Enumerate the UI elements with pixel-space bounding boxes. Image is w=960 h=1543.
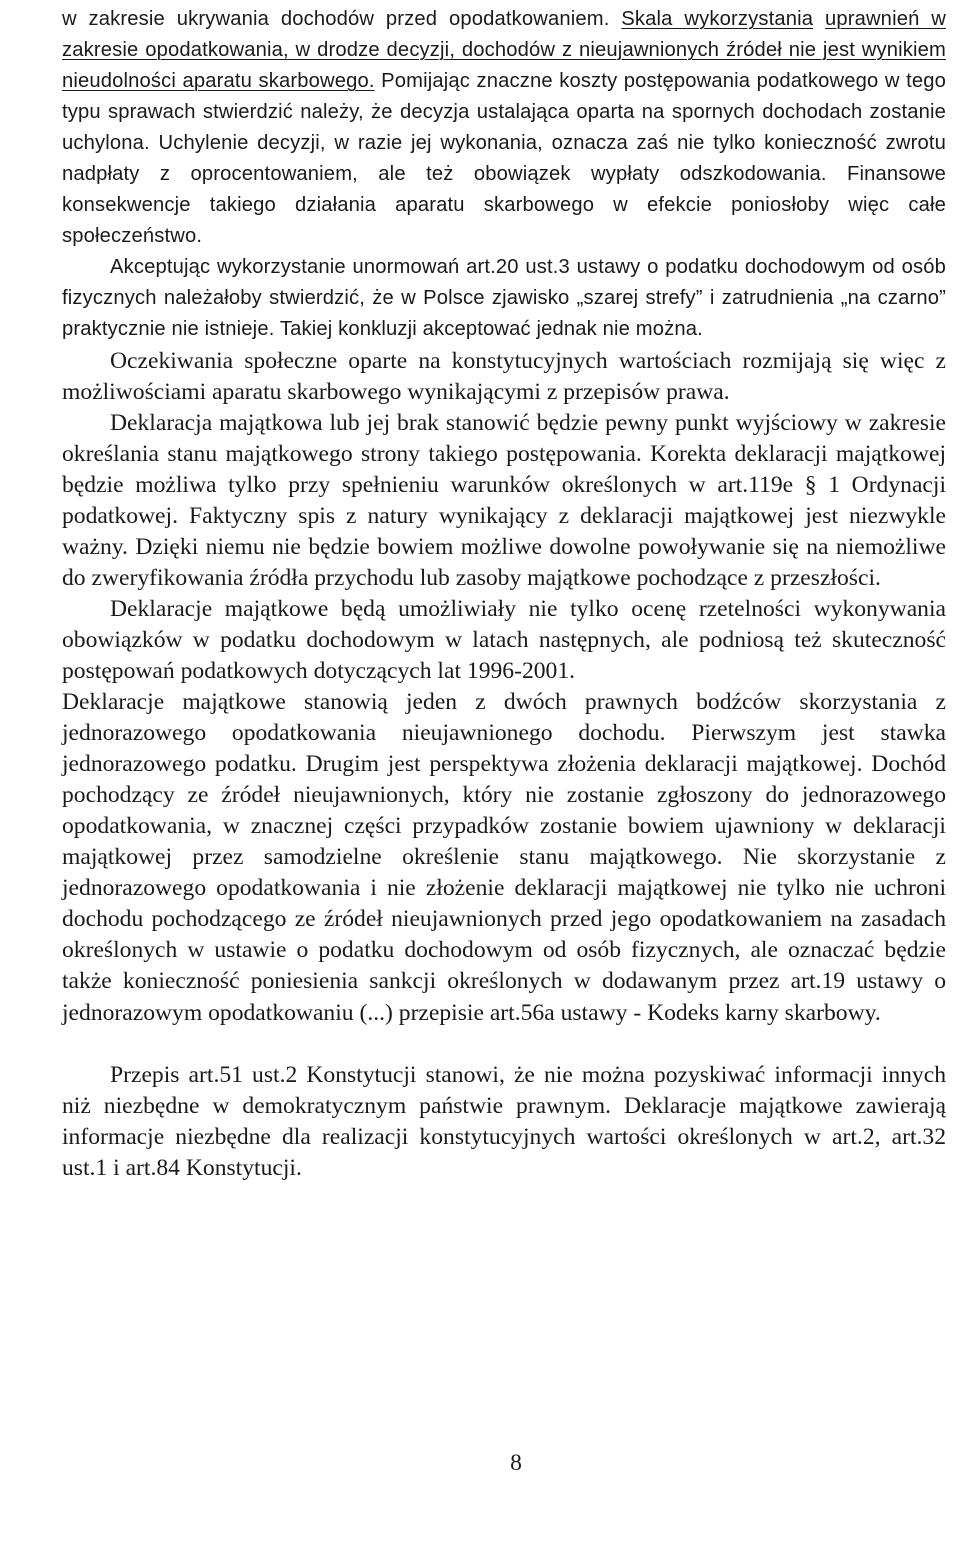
paragraph-przepis: Przepis art.51 ust.2 Konstytucji stanowi, że nie można pozyskiwać informacji innych niż niezbędne w demokratycznym państwie prawnym. Deklaracje majątkowe zawierają informacje niezbędne dla realizacji konstytucyjnych wartości określonych w art.2, art.32 ust.1 i art.84 Konstytucji.: [62, 1061, 946, 1181]
underlined-text-rest: uprawnień w zakresie opodatkowania, w drodze decyzji, dochodów z nieujawnionych źródeł nie jest wynikiem nieudolności aparatu skarbowego.: [62, 8, 947, 93]
page-number: 8: [510, 1450, 522, 1476]
paragraph-oczekiwania: Oczekiwania społeczne oparte na konstytucyjnych wartościach rozmijają się więc z możliwościami aparatu skarbowego wynikającymi z przepisów prawa.: [62, 347, 946, 405]
underlined-text-start: Skala wykorzystania: [621, 8, 814, 30]
text-line-first: w zakresie ukrywania dochodów przed opodatkowaniem.: [62, 8, 622, 30]
paragraph-gap: [62, 1029, 946, 1060]
paragraph-deklaracja-majatkowa: Deklaracja majątkowa lub jej brak stanowić będzie pewny punkt wyjściowy w zakresie określania stanu majątkowego strony takiego postępowania. Korekta deklaracji majątkowej będzie możliwa tylko przy spełnieniu warunków określonych w art.119e § 1 Ordynacji podatkowej. Faktyczny spis z natury wynikający z deklaracji majątkowej jest niezwykle ważny. Dzięki niemu nie będzie bowiem możliwe dowolne powoływanie się na niemożliwe do zweryfikowania źródła przychodu lub zasoby majątkowe pochodzące z przeszłości.: [62, 409, 946, 591]
paragraph-deklaracje-umozliwialy: Deklaracje majątkowe będą umożliwiały nie tylko ocenę rzetelności wykonywania obowiązków w podatku dochodowym w latach następnych, ale podniosą też skuteczność postępowań podatkowych dotyczących lat 1996-2001.: [62, 595, 946, 684]
text-paragraph-rest: Pomijając znaczne koszty postępowania podatkowego w tego typu sprawach stwierdzić należy, że decyzja ustalająca oparta na spornych dochodach zostanie uchylona. Uchylenie decyzji, w razie jej wykonania, oznacza zaś nie tylko konieczność zwrotu nadpłaty z oprocentowaniem, ale też obowiązek wypłaty odszkodowania. Finansowe konsekwencje takiego działania aparatu skarbowego w efekcie poniosłoby więc całe społeczeństwo.: [62, 70, 946, 248]
paragraph-skala: [62, 4, 946, 252]
paragraph-deklaracje-stanowia: Deklaracje majątkowe stanowią jeden z dwóch prawnych bodźców skorzystania z jednorazowego opodatkowania nieujawnionego dochodu. Pierwszym jest stawka jednorazowego podatku. Drugim jest perspektywa złożenia deklaracji majątkowej. Dochód pochodzący ze źródeł nieujawnionych, który nie zostanie zgłoszony do jednorazowego opodatkowania, w znacznej części przypadków zostanie bowiem ujawniony w deklaracji majątkowej przez samodzielne określenie stanu majątkowego. Nie skorzystanie z jednorazowego opodatkowania i nie złożenie deklaracji majątkowej nie tylko nie uchroni dochodu pochodzącego ze źródeł nieujawnionych przed jego opodatkowaniem na zasadach określonych w ustawie o podatku dochodowym od osób fizycznych, ale oznaczać będzie także konieczność poniesienia sankcji określonych w dodawanym przez art.19 ustawy o jednorazowym opodatkowaniu (...) przepisie art.56a ustawy - Kodeks karny skarbowy.: [62, 689, 946, 1026]
paragraph-akceptujac: Akceptując wykorzystanie unormowań art.20 ust.3 ustawy o podatku dochodowym od osób fizycznych należałoby stwierdzić, że w Polsce zjawisko „szarej strefy” i zatrudnienia „na czarno” praktycznie nie istnieje. Takiej konkluzji akceptować jednak nie można.: [62, 256, 946, 341]
